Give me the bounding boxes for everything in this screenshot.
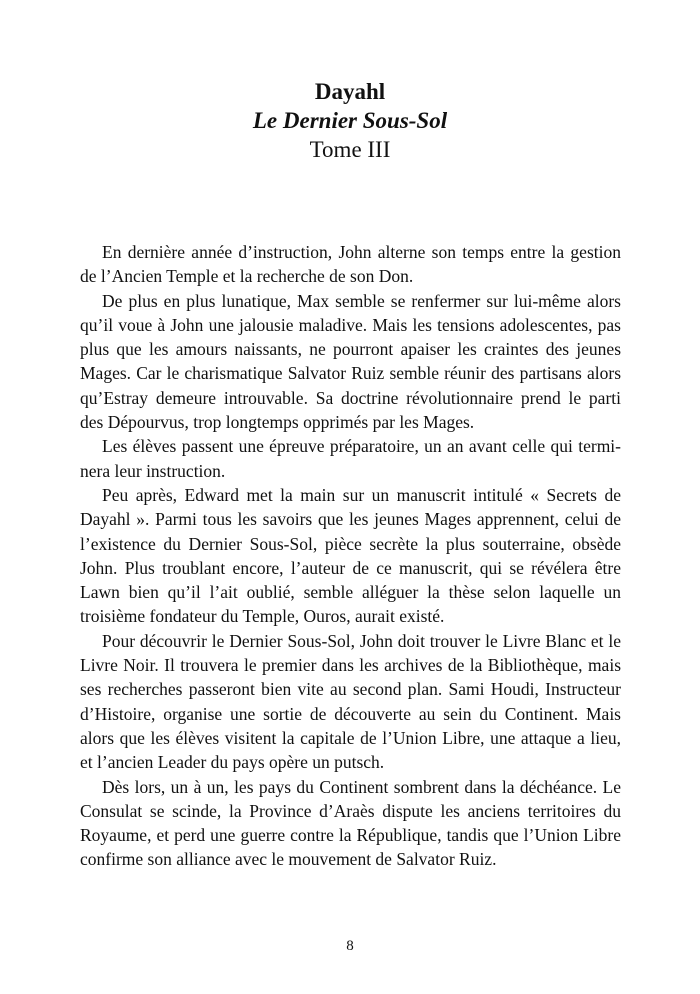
synopsis-text — [80, 240, 621, 872]
book-series-title: Dayahl — [314, 79, 386, 104]
page-number: 8 — [346, 938, 354, 954]
paragraph: Dès lors, un à un, les pays du Continent sombrent dans la déchéance. Le Consulat se scinde, la Province d’Araès dispute les anciens territoires du Royaume, et perd une guerre contre la République, tandis que l’Union Libre confirme son alliance avec le mouvement de Salvator Ruiz. — [80, 776, 621, 870]
paragraph: Les élèves passent une épreuve préparatoire, un an avant celle qui terminera leur instruction. — [80, 436, 621, 481]
volume-label: Tome III — [309, 137, 391, 162]
paragraph: Pour découvrir le Dernier Sous-Sol, John doit trouver le Livre Blanc et le Livre Noir. Il trouvera le premier dans les archives de la Bibliothèque, mais ses recherches passeront bien vite au second plan. Sami Houdi, Instructeur d’Histoire, organise une sortie de découverte au sein du Continent. Mais alors que les élèves visitent la capitale de l’Union Libre, une attaque a lieu, et l’ancien Leader du pays opère un putsch. — [80, 630, 621, 773]
paragraph: En dernière année d’instruction, John alterne son temps entre la gestion de l’Ancien Temple et la recherche de son Don. — [80, 242, 621, 287]
title-block — [0, 78, 700, 164]
paragraph: De plus en plus lunatique, Max semble se renfermer sur lui-même alors qu’il voue à John une jalousie maladive. Mais les tensions adolescentes, pas plus que les amours naissants, ne pourront apaiser les craintes des jeunes Mages. Car le charismatique Salvator Ruiz semble réunir des partisans alors qu’Estray demeure introuvable. Sa doctrine révolutionnaire prend le parti des Dépourvus, trop longtemps opprimés par les Mages. — [80, 290, 621, 433]
paragraph: Peu après, Edward met la main sur un manuscrit intitulé « Secrets de Dayahl ». Parmi tous les savoirs que les jeunes Mages apprennent, celui de l’existence du Dernier Sous-Sol, pièce secrète la plus souterraine, obsède John. Plus troublant encore, l’auteur de ce manuscrit, qui se révélera être Lawn bien qu’il l’ait oublié, semble alléguer la thèse selon laquelle un troisième fondateur du Temple, Ouros, aurait existé. — [80, 484, 621, 627]
book-title: Le Dernier Sous-Sol — [252, 108, 448, 133]
